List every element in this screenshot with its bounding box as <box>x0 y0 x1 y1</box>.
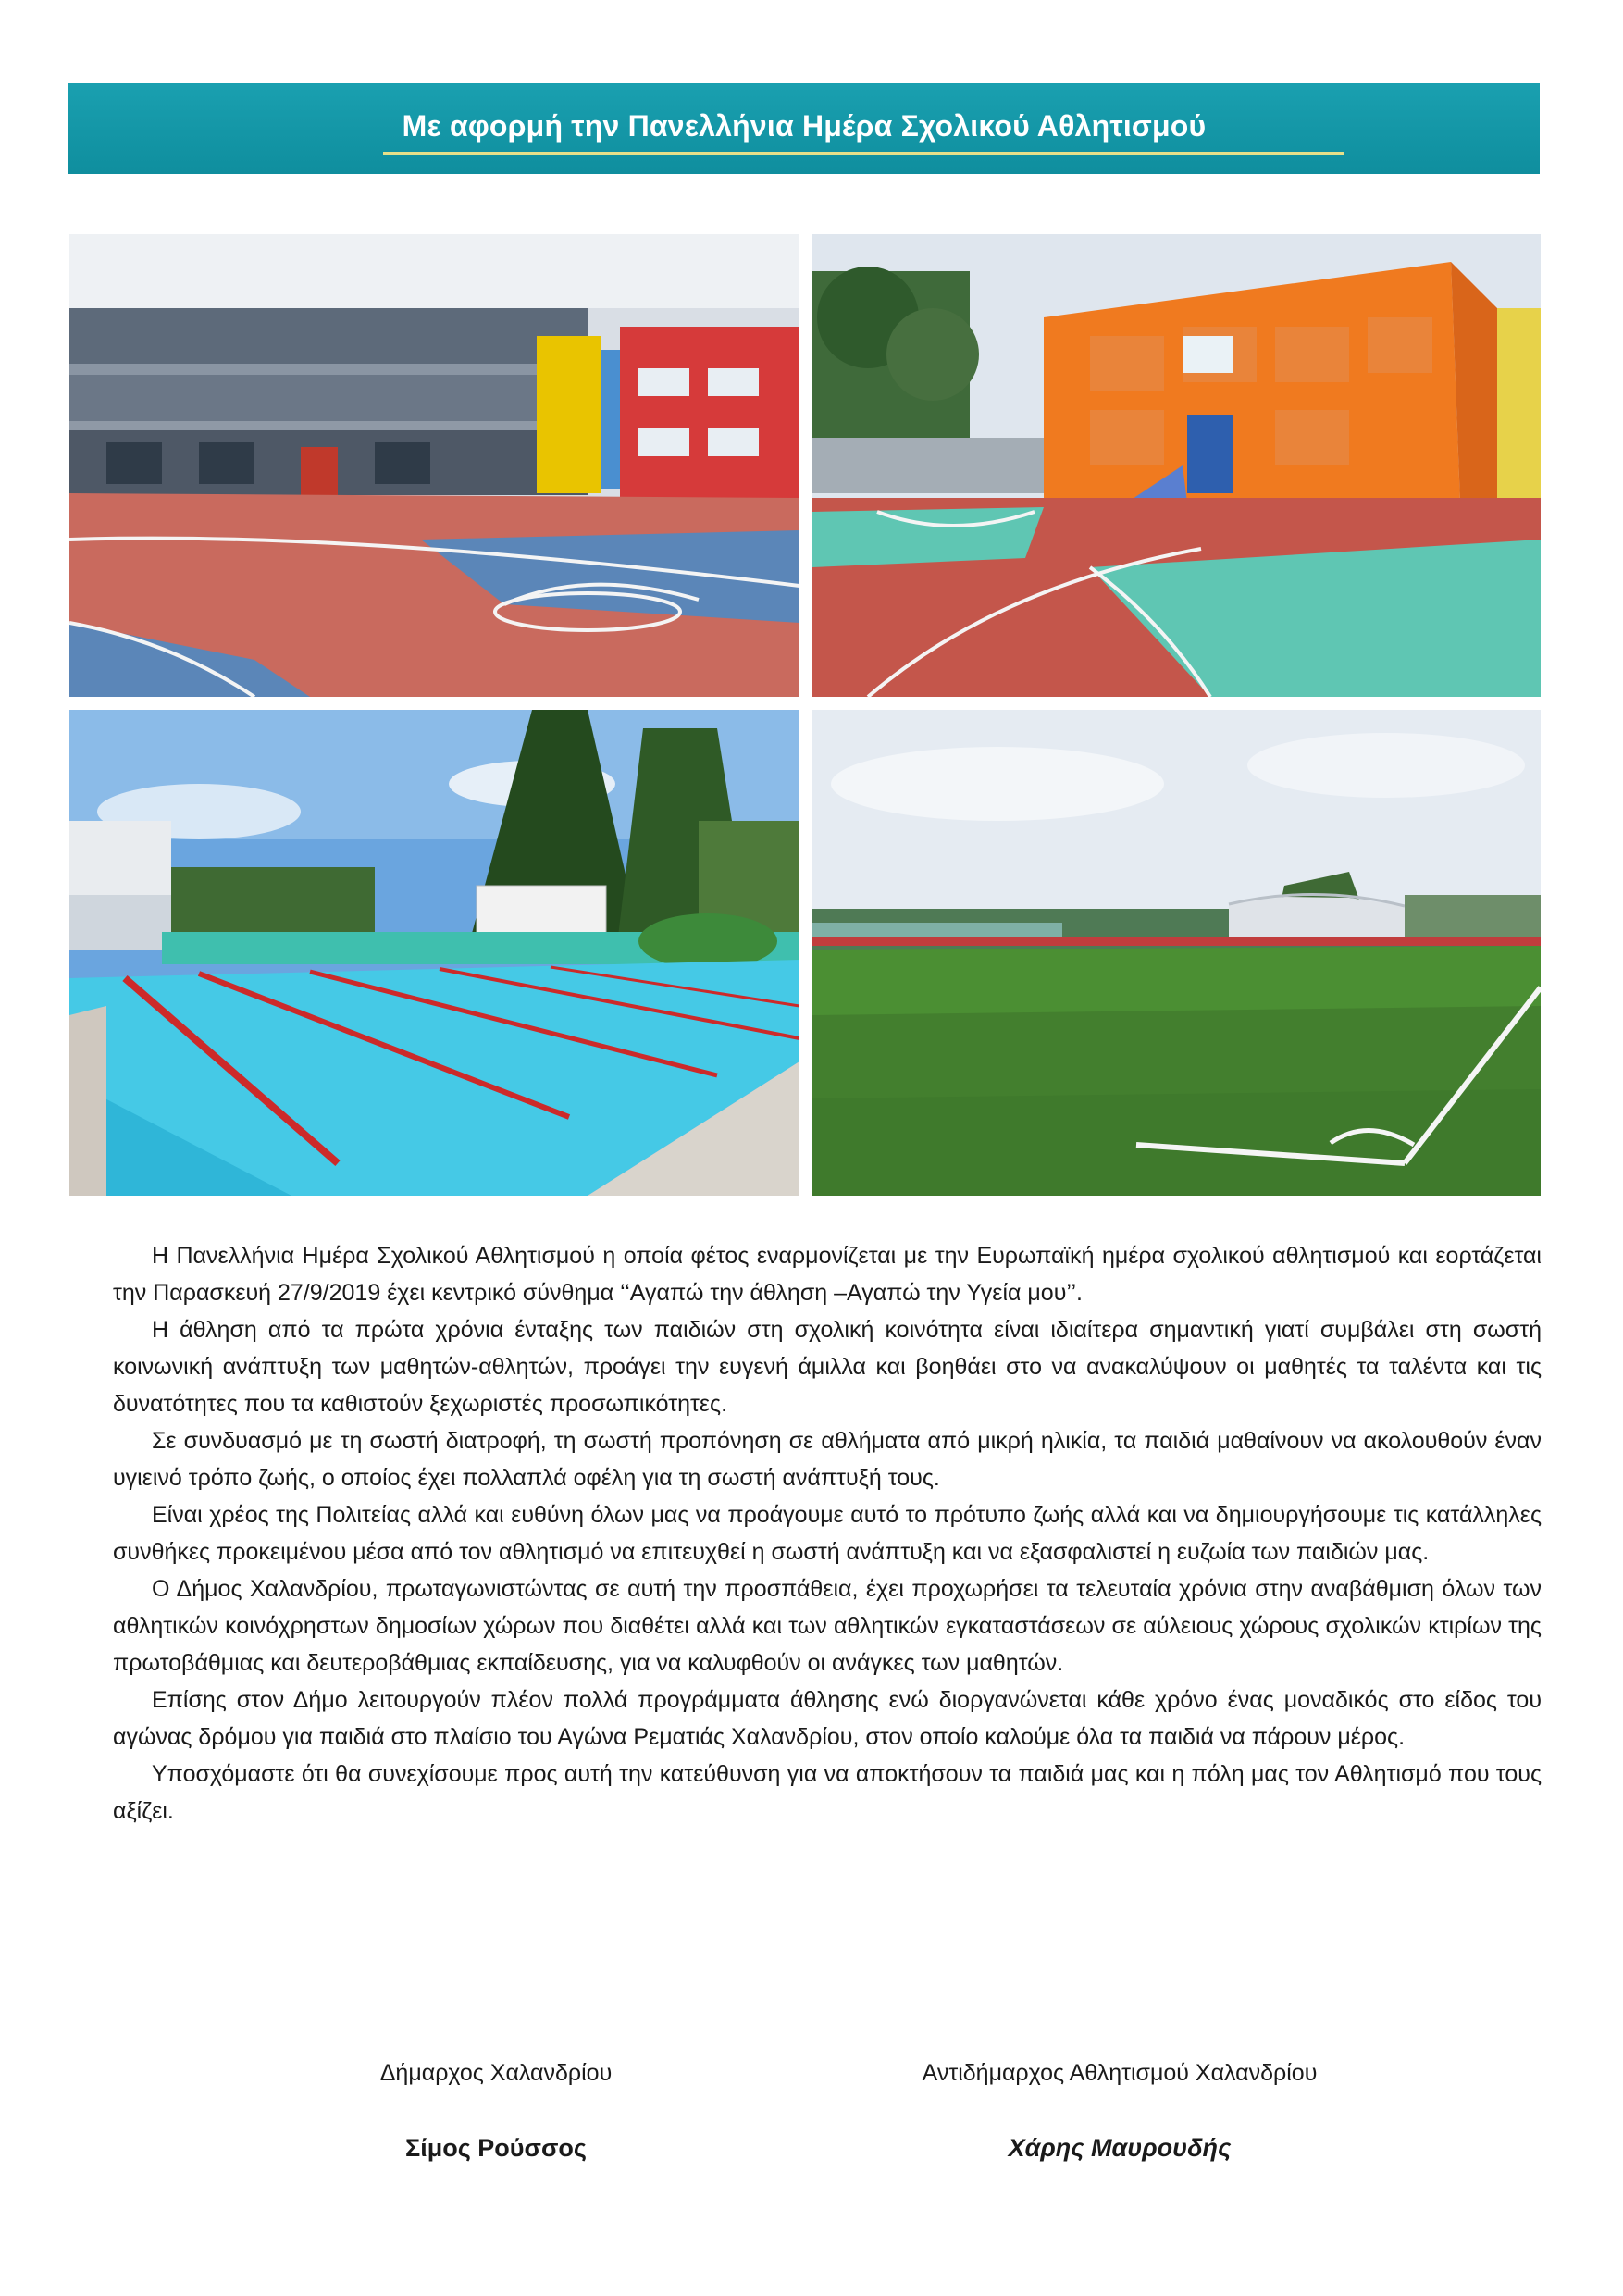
page-title: Με αφορμή την Πανελλήνια Ημέρα Σχολικού Αθλητισμού <box>402 109 1207 143</box>
article-paragraph: Είναι χρέος της Πολιτείας αλλά και ευθύνη όλων μας να προάγουμε αυτό το πρότυπο ζωής αλλά και να δημιουργήσουμε τις κατάλληλες συνθήκες προκειμένου μέσα από τον αθλητισμό να επιτευχθεί η σωστή ανάπτυξη και να εξασφαλιστεί η ευζωία των παιδιών μας. <box>113 1502 1542 1565</box>
title-underline <box>383 152 1344 155</box>
article-paragraph: Σε συνδυασμό με τη σωστή διατροφή, τη σωστή προπόνηση σε αθλήματα από μικρή ηλικία, τα παιδιά μαθαίνουν να ακολουθούν έναν υγιεινό τρόπο ζωής, ο οποίος έχει πολλαπλά οφέλη για τη σωστή ανάπτυξή τους. <box>113 1428 1542 1491</box>
swimming-pool-image <box>69 710 799 1196</box>
school-courtyard-image <box>69 234 799 697</box>
signature-right-name: Χάρης Μαυρουδής <box>1008 2134 1232 2162</box>
orange-gym-image <box>812 234 1541 697</box>
article-paragraph: Υποσχόμαστε ότι θα συνεχίσουμε προς αυτή την κατεύθυνση για να αποκτήσουν τα παιδιά μας και η πόλη μας τον Αθλητισμό που τους αξίζει. <box>113 1761 1542 1824</box>
photo-swimming-pool <box>69 710 799 1196</box>
signature-left-name: Σίμος Ρούσσος <box>405 2134 587 2162</box>
signature-left-role: Δήμαρχος Χαλανδρίου <box>379 2060 613 2086</box>
header-banner <box>68 83 1540 174</box>
photo-orange-gym <box>812 234 1541 697</box>
article-paragraph: Η άθληση από τα πρώτα χρόνια ένταξης των παιδιών στη σχολική κοινότητα είναι ιδιαίτερα σημαντική γιατί συμβάλει στη σωστή κοινωνική ανάπτυξη των μαθητών-αθλητών, προάγει την ευγενή άμιλλα και βοηθάει στο να ανακαλύψουν οι μαθητές τα ταλέντα και τις δυνατότητες που τα καθιστούν ξεχωριστές προσωπικότητες. <box>113 1317 1542 1417</box>
photo-school-courtyard <box>69 234 799 697</box>
article-paragraph: Επίσης στον Δήμο λειτουργούν πλέον πολλά προγράμματα άθλησης ενώ διοργανώνεται κάθε χρόνο ένας μοναδικός στο είδος του αγώνας δρόμου για παιδιά στο πλαίσιο του Αγώνα Ρεματιάς Χαλανδρίου, στον οποίο καλούμε όλα τα παιδιά να πάρουν μέρος. <box>113 1687 1542 1750</box>
signature-right-role: Αντιδήμαρχος Αθλητισμού Χαλανδρίου <box>922 2060 1318 2086</box>
article-body <box>113 1237 1542 1830</box>
photo-football-field <box>812 710 1541 1196</box>
football-field-image <box>812 710 1541 1196</box>
article-paragraph: Ο Δήμος Χαλανδρίου, πρωταγωνιστώντας σε αυτή την προσπάθεια, έχει προχωρήσει τα τελευταία χρόνια στην αναβάθμιση όλων των αθλητικών κοινόχρηστων δημοσίων χώρων που διαθέτει αλλά και των αθλητικών εγκαταστάσεων σε αύλειους χώρους σχολικών κτιρίων της πρωτοβάθμιας και δευτεροβάθμιας εκπαίδευσης, για να καλυφθούν οι ανάγκες των μαθητών. <box>113 1576 1542 1676</box>
article-paragraph: Η Πανελλήνια Ημέρα Σχολικού Αθλητισμού η οποία φέτος εναρμονίζεται με την Ευρωπαϊκή ημέρα σχολικού αθλητισμού και εορτάζεται την Παρασκευή 27/9/2019 έχει κεντρικό σύνθημα ‘‘Αγαπώ την άθληση –Αγαπώ την Υγεία μου’’. <box>113 1243 1542 1306</box>
